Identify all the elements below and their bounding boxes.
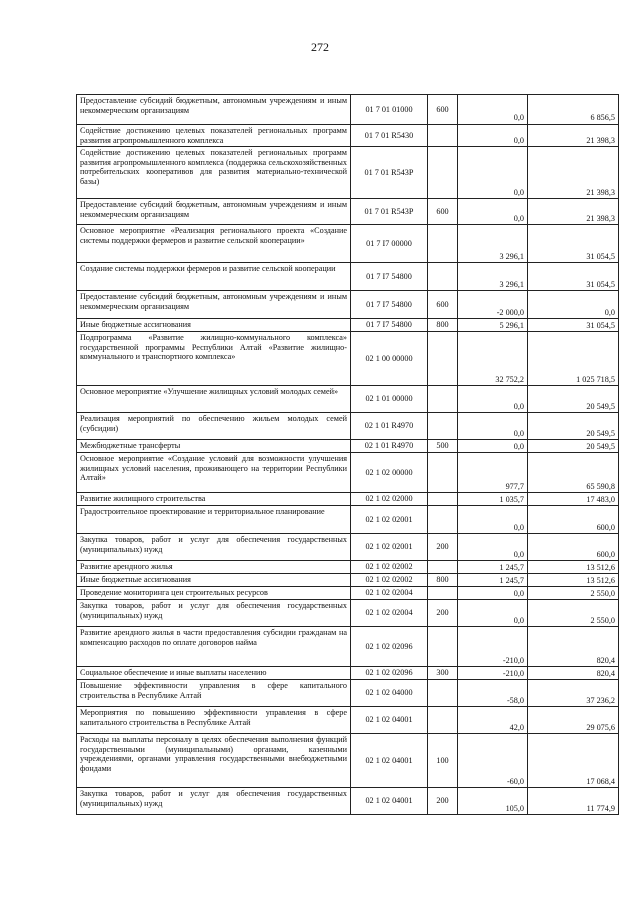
row-value-1-cell: -60,0	[458, 734, 528, 788]
row-name-cell: Социальное обеспечение и иные выплаты населению	[77, 667, 351, 680]
row-value-2-cell: 21 398,3	[528, 199, 619, 225]
table-row	[77, 788, 619, 815]
page-number: 272	[311, 40, 329, 54]
row-value-1-cell: 0,0	[458, 199, 528, 225]
row-value-1-cell: 3 296,1	[458, 263, 528, 291]
row-value-2-cell: 600,0	[528, 506, 619, 534]
table-row	[77, 125, 619, 147]
row-type-cell	[428, 332, 458, 386]
row-code-cell: 01 7 I7 54800	[351, 263, 428, 291]
row-name-cell: Градостроительное проектирование и территориальное планирование	[77, 506, 351, 534]
row-value-1-cell: 0,0	[458, 587, 528, 600]
row-type-cell: 200	[428, 600, 458, 627]
row-type-cell: 300	[428, 667, 458, 680]
row-value-1-cell: 0,0	[458, 534, 528, 561]
row-type-cell: 200	[428, 788, 458, 815]
row-value-2-cell: 11 774,9	[528, 788, 619, 815]
row-type-cell: 800	[428, 319, 458, 332]
row-code-cell: 02 1 02 00000	[351, 453, 428, 493]
row-name-cell: Реализация мероприятий по обеспечению жильем молодых семей (субсидии)	[77, 413, 351, 440]
row-name-cell: Содействие достижению целевых показателей региональных программ развития агропромышленного комплекса	[77, 125, 351, 147]
table-row	[77, 263, 619, 291]
row-value-1-cell: 977,7	[458, 453, 528, 493]
row-value-2-cell: 31 054,5	[528, 225, 619, 263]
row-name-cell: Мероприятия по повышению эффективности управления в сфере капитального строительства в Республике Алтай	[77, 707, 351, 734]
row-type-cell	[428, 680, 458, 707]
table-row	[77, 147, 619, 199]
row-value-1-cell: 42,0	[458, 707, 528, 734]
row-code-cell: 01 7 I7 00000	[351, 225, 428, 263]
row-value-1-cell: 0,0	[458, 386, 528, 413]
row-name-cell: Основное мероприятие «Создание условий для возможности улучшения жилищных условий населения, проживающего на территории Республики Алтай»	[77, 453, 351, 493]
row-value-2-cell: 20 549,5	[528, 440, 619, 453]
row-value-2-cell: 21 398,3	[528, 125, 619, 147]
row-value-1-cell: 0,0	[458, 413, 528, 440]
table-row	[77, 386, 619, 413]
row-name-cell: Межбюджетные трансферты	[77, 440, 351, 453]
table-row	[77, 453, 619, 493]
row-type-cell	[428, 225, 458, 263]
row-code-cell: 02 1 02 02004	[351, 587, 428, 600]
row-name-cell: Предоставление субсидий бюджетным, автономным учреждениям и иным некоммерческим организациям	[77, 291, 351, 319]
row-name-cell: Предоставление субсидий бюджетным, автономным учреждениям и иным некоммерческим организациям	[77, 95, 351, 125]
row-code-cell: 02 1 02 02004	[351, 600, 428, 627]
row-code-cell: 02 1 01 R4970	[351, 413, 428, 440]
row-code-cell: 02 1 02 02096	[351, 667, 428, 680]
row-type-cell	[428, 707, 458, 734]
table-row	[77, 627, 619, 667]
row-code-cell: 02 1 00 00000	[351, 332, 428, 386]
table-body	[77, 95, 619, 815]
row-name-cell: Содействие достижению целевых показателей региональных программ развития агропромышленного комплекса (поддержка сельскохозяйственных потребительских кооперативов для развития материально-технической базы)	[77, 147, 351, 199]
row-type-cell	[428, 561, 458, 574]
row-value-2-cell: 2 550,0	[528, 587, 619, 600]
row-code-cell: 02 1 02 02002	[351, 574, 428, 587]
row-type-cell	[428, 587, 458, 600]
row-value-1-cell: 1 245,7	[458, 561, 528, 574]
row-value-2-cell: 0,0	[528, 291, 619, 319]
row-value-2-cell: 600,0	[528, 534, 619, 561]
row-type-cell: 600	[428, 95, 458, 125]
table-row	[77, 332, 619, 386]
row-code-cell: 02 1 02 04000	[351, 680, 428, 707]
row-code-cell: 02 1 01 R4970	[351, 440, 428, 453]
row-name-cell: Предоставление субсидий бюджетным, автономным учреждениям и иным некоммерческим организациям	[77, 199, 351, 225]
row-value-1-cell: -210,0	[458, 667, 528, 680]
table-row	[77, 199, 619, 225]
table-row	[77, 600, 619, 627]
row-value-1-cell: 0,0	[458, 147, 528, 199]
row-name-cell: Проведение мониторинга цен строительных ресурсов	[77, 587, 351, 600]
row-value-2-cell: 17 068,4	[528, 734, 619, 788]
row-type-cell: 200	[428, 534, 458, 561]
row-name-cell: Иные бюджетные ассигнования	[77, 319, 351, 332]
row-value-2-cell: 29 075,6	[528, 707, 619, 734]
table-row	[77, 734, 619, 788]
row-code-cell: 02 1 02 02002	[351, 561, 428, 574]
row-type-cell	[428, 263, 458, 291]
row-value-1-cell: 5 296,1	[458, 319, 528, 332]
row-name-cell: Закупка товаров, работ и услуг для обеспечения государственных (муниципальных) нужд	[77, 534, 351, 561]
row-code-cell: 02 1 02 02096	[351, 627, 428, 667]
row-type-cell	[428, 506, 458, 534]
row-type-cell: 600	[428, 291, 458, 319]
row-value-1-cell: 0,0	[458, 506, 528, 534]
table-row	[77, 561, 619, 574]
row-value-1-cell: -58,0	[458, 680, 528, 707]
row-type-cell	[428, 125, 458, 147]
row-name-cell: Расходы на выплаты персоналу в целях обеспечения выполнения функций государственными (муниципальными) органами, казенными учреждениями, органами управления государственными внебюджетными фондами	[77, 734, 351, 788]
row-name-cell: Иные бюджетные ассигнования	[77, 574, 351, 587]
row-value-2-cell: 13 512,6	[528, 574, 619, 587]
row-value-2-cell: 2 550,0	[528, 600, 619, 627]
row-name-cell: Создание системы поддержки фермеров и развитие сельской кооперации	[77, 263, 351, 291]
row-code-cell: 02 1 01 00000	[351, 386, 428, 413]
row-value-1-cell: -210,0	[458, 627, 528, 667]
row-name-cell: Основное мероприятие «Улучшение жилищных условий молодых семей»	[77, 386, 351, 413]
row-value-1-cell: 0,0	[458, 95, 528, 125]
row-value-1-cell: 105,0	[458, 788, 528, 815]
row-name-cell: Развитие жилищного строительства	[77, 493, 351, 506]
row-code-cell: 01 7 I7 54800	[351, 319, 428, 332]
row-type-cell: 600	[428, 199, 458, 225]
row-value-1-cell: -2 000,0	[458, 291, 528, 319]
row-name-cell: Повышение эффективности управления в сфере капитального строительства в Республике Алтай	[77, 680, 351, 707]
row-code-cell: 01 7 01 R5430	[351, 125, 428, 147]
row-code-cell: 02 1 02 04001	[351, 707, 428, 734]
row-value-1-cell: 0,0	[458, 440, 528, 453]
row-name-cell: Основное мероприятие «Реализация регионального проекта «Создание системы поддержки фермеров и развитие сельской кооперации»	[77, 225, 351, 263]
row-value-1-cell: 0,0	[458, 125, 528, 147]
row-type-cell: 500	[428, 440, 458, 453]
row-code-cell: 02 1 02 02001	[351, 506, 428, 534]
table-row	[77, 291, 619, 319]
table-row	[77, 95, 619, 125]
table-row	[77, 707, 619, 734]
row-type-cell	[428, 147, 458, 199]
table-row	[77, 319, 619, 332]
row-name-cell: Закупка товаров, работ и услуг для обеспечения государственных (муниципальных) нужд	[77, 600, 351, 627]
row-value-1-cell: 1 245,7	[458, 574, 528, 587]
table-row	[77, 574, 619, 587]
table-row	[77, 506, 619, 534]
row-type-cell	[428, 627, 458, 667]
row-value-2-cell: 20 549,5	[528, 386, 619, 413]
row-name-cell: Развитие арендного жилья в части предоставления субсидии гражданам на компенсацию расходов по оплате договоров найма	[77, 627, 351, 667]
budget-table	[76, 94, 619, 815]
row-type-cell	[428, 386, 458, 413]
table-row	[77, 225, 619, 263]
row-value-2-cell: 13 512,6	[528, 561, 619, 574]
row-type-cell	[428, 493, 458, 506]
table-row	[77, 413, 619, 440]
row-value-2-cell: 17 483,0	[528, 493, 619, 506]
row-value-2-cell: 820,4	[528, 627, 619, 667]
row-value-1-cell: 1 035,7	[458, 493, 528, 506]
table-row	[77, 680, 619, 707]
row-value-2-cell: 20 549,5	[528, 413, 619, 440]
table-row	[77, 667, 619, 680]
row-value-2-cell: 1 025 718,5	[528, 332, 619, 386]
row-code-cell: 02 1 02 02001	[351, 534, 428, 561]
row-value-2-cell: 21 398,3	[528, 147, 619, 199]
table-row	[77, 534, 619, 561]
row-type-cell	[428, 413, 458, 440]
row-value-1-cell: 32 752,2	[458, 332, 528, 386]
row-name-cell: Закупка товаров, работ и услуг для обеспечения государственных (муниципальных) нужд	[77, 788, 351, 815]
row-code-cell: 01 7 01 R543P	[351, 147, 428, 199]
row-value-2-cell: 65 590,8	[528, 453, 619, 493]
row-code-cell: 01 7 01 01000	[351, 95, 428, 125]
row-type-cell: 800	[428, 574, 458, 587]
row-type-cell	[428, 453, 458, 493]
row-code-cell: 02 1 02 04001	[351, 788, 428, 815]
row-code-cell: 01 7 01 R543P	[351, 199, 428, 225]
table-row	[77, 493, 619, 506]
row-value-2-cell: 37 236,2	[528, 680, 619, 707]
row-type-cell: 100	[428, 734, 458, 788]
row-code-cell: 01 7 I7 54800	[351, 291, 428, 319]
row-value-1-cell: 3 296,1	[458, 225, 528, 263]
table-row	[77, 587, 619, 600]
row-value-2-cell: 31 054,5	[528, 263, 619, 291]
row-code-cell: 02 1 02 02000	[351, 493, 428, 506]
table-row	[77, 440, 619, 453]
row-value-2-cell: 31 054,5	[528, 319, 619, 332]
row-name-cell: Развитие арендного жилья	[77, 561, 351, 574]
row-code-cell: 02 1 02 04001	[351, 734, 428, 788]
row-value-2-cell: 6 856,5	[528, 95, 619, 125]
row-value-2-cell: 820,4	[528, 667, 619, 680]
row-name-cell: Подпрограмма «Развитие жилищно-коммунального комплекса» государственной программы Республики Алтай «Развитие жилищно-коммунального и транспортного комплекса»	[77, 332, 351, 386]
row-value-1-cell: 0,0	[458, 600, 528, 627]
